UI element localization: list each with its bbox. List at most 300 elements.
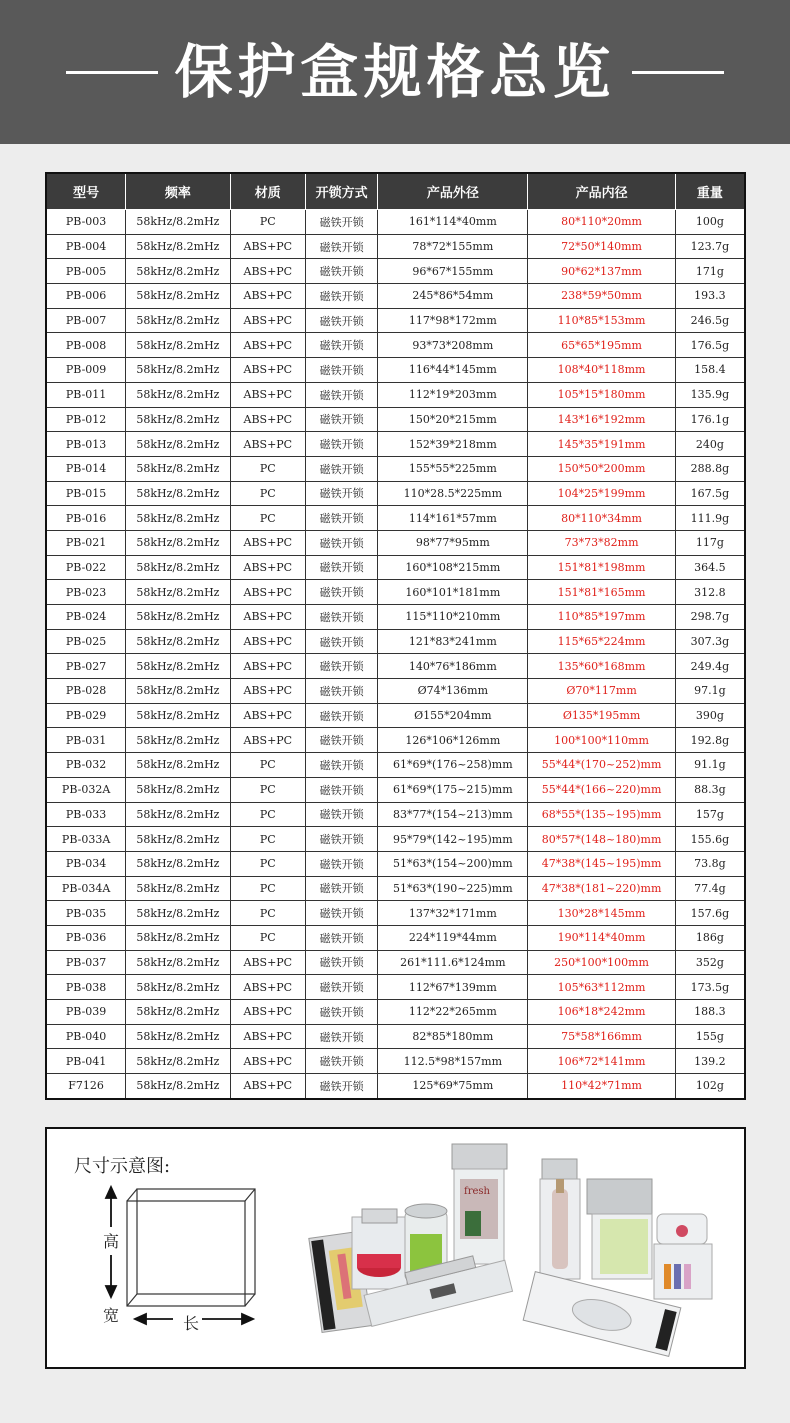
table-body [46,210,745,1099]
cell-model: PB-032A [46,777,126,802]
cell-frequency: 58kHz/8.2mHz [126,925,230,950]
table-row [46,358,745,383]
cell-inner-size: 55*44*(166~220)mm [528,777,675,802]
cell-model: PB-006 [46,284,126,309]
cell-unlock-method: 磁铁开锁 [305,901,377,926]
cell-unlock-method: 磁铁开锁 [305,1000,377,1025]
cell-weight: 73.8g [675,851,745,876]
cell-weight: 176.1g [675,407,745,432]
cell-inner-size: Ø70*117mm [528,679,675,704]
table-row [46,432,745,457]
cell-inner-size: 145*35*191mm [528,432,675,457]
cell-outer-size: 140*76*186mm [378,654,528,679]
cell-model: PB-008 [46,333,126,358]
cell-unlock-method: 磁铁开锁 [305,753,377,778]
cell-frequency: 58kHz/8.2mHz [126,259,230,284]
cell-outer-size: 96*67*155mm [378,259,528,284]
cell-material: ABS+PC [230,432,305,457]
cell-weight: 193.3 [675,284,745,309]
cell-material: PC [230,210,305,235]
cell-unlock-method: 磁铁开锁 [305,1074,377,1099]
cell-weight: 123.7g [675,234,745,259]
table-row [46,654,745,679]
cell-material: ABS+PC [230,358,305,383]
table-row [46,851,745,876]
cell-inner-size: 72*50*140mm [528,234,675,259]
sketch-back-face [127,1201,245,1306]
product-perfume-box [452,1144,507,1264]
cell-material: ABS+PC [230,654,305,679]
cell-inner-size: 90*62*137mm [528,259,675,284]
cell-material: ABS+PC [230,703,305,728]
cell-model: PB-033A [46,827,126,852]
cell-model: PB-035 [46,901,126,926]
table-row [46,950,745,975]
cell-model: PB-041 [46,1049,126,1074]
table-row [46,284,745,309]
cell-inner-size: 47*38*(145~195)mm [528,851,675,876]
table-row [46,679,745,704]
cell-weight: 155.6g [675,827,745,852]
cell-frequency: 58kHz/8.2mHz [126,1074,230,1099]
cell-outer-size: 78*72*155mm [378,234,528,259]
cell-unlock-method: 磁铁开锁 [305,851,377,876]
cell-outer-size: 82*85*180mm [378,1024,528,1049]
cell-frequency: 58kHz/8.2mHz [126,481,230,506]
cell-unlock-method: 磁铁开锁 [305,1024,377,1049]
cell-weight: 111.9g [675,506,745,531]
cell-outer-size: 150*20*215mm [378,407,528,432]
cell-inner-size: 73*73*82mm [528,530,675,555]
cell-weight: 298.7g [675,605,745,630]
cell-unlock-method: 磁铁开锁 [305,975,377,1000]
cell-unlock-method: 磁铁开锁 [305,777,377,802]
cell-weight: 186g [675,925,745,950]
cell-model: F7126 [46,1074,126,1099]
cell-inner-size: 47*38*(181~220)mm [528,876,675,901]
cell-model: PB-003 [46,210,126,235]
table-row [46,234,745,259]
cell-inner-size: 238*59*50mm [528,284,675,309]
cell-frequency: 58kHz/8.2mHz [126,308,230,333]
cell-model: PB-038 [46,975,126,1000]
cell-outer-size: 125*69*75mm [378,1074,528,1099]
cell-weight: 188.3 [675,1000,745,1025]
cell-frequency: 58kHz/8.2mHz [126,901,230,926]
cell-frequency: 58kHz/8.2mHz [126,382,230,407]
column-header-weight: 重量 [675,173,745,210]
cell-material: ABS+PC [230,555,305,580]
cell-unlock-method: 磁铁开锁 [305,728,377,753]
title-banner [0,0,790,144]
cell-weight: 88.3g [675,777,745,802]
cell-outer-size: 83*77*(154~213)mm [378,802,528,827]
cell-weight: 173.5g [675,975,745,1000]
cell-outer-size: 61*69*(175~215)mm [378,777,528,802]
table-row [46,456,745,481]
cell-material: PC [230,901,305,926]
column-header-inner-size: 产品内径 [528,173,675,210]
cell-weight: 157g [675,802,745,827]
cell-material: ABS+PC [230,580,305,605]
cell-unlock-method: 磁铁开锁 [305,284,377,309]
cell-unlock-method: 磁铁开锁 [305,358,377,383]
cell-model: PB-033 [46,802,126,827]
cell-unlock-method: 磁铁开锁 [305,530,377,555]
cell-model: PB-007 [46,308,126,333]
cell-outer-size: 98*77*95mm [378,530,528,555]
table-row [46,555,745,580]
cell-outer-size: 117*98*172mm [378,308,528,333]
cell-material: PC [230,925,305,950]
cell-outer-size: 160*108*215mm [378,555,528,580]
cell-inner-size: 151*81*198mm [528,555,675,580]
cell-material: ABS+PC [230,382,305,407]
cell-model: PB-021 [46,530,126,555]
cell-unlock-method: 磁铁开锁 [305,925,377,950]
product-green-box [587,1179,652,1279]
cell-frequency: 58kHz/8.2mHz [126,679,230,704]
cell-inner-size: 190*114*40mm [528,925,675,950]
cell-frequency: 58kHz/8.2mHz [126,210,230,235]
box-dimension-sketch [47,1129,307,1367]
cell-inner-size: 115*65*224mm [528,629,675,654]
cell-frequency: 58kHz/8.2mHz [126,333,230,358]
cell-outer-size: 160*101*181mm [378,580,528,605]
cell-model: PB-040 [46,1024,126,1049]
cell-material: PC [230,851,305,876]
cell-weight: 307.3g [675,629,745,654]
cell-weight: 240g [675,432,745,457]
cell-model: PB-015 [46,481,126,506]
cell-weight: 288.8g [675,456,745,481]
cell-material: ABS+PC [230,950,305,975]
cell-outer-size: 114*161*57mm [378,506,528,531]
cell-frequency: 58kHz/8.2mHz [126,753,230,778]
cell-weight: 352g [675,950,745,975]
cell-outer-size: 112.5*98*157mm [378,1049,528,1074]
cell-weight: 139.2 [675,1049,745,1074]
cell-outer-size: 121*83*241mm [378,629,528,654]
cell-material: ABS+PC [230,679,305,704]
cell-material: ABS+PC [230,975,305,1000]
cell-model: PB-034 [46,851,126,876]
table-row [46,382,745,407]
cell-material: ABS+PC [230,333,305,358]
cell-inner-size: 105*63*112mm [528,975,675,1000]
cell-weight: 77.4g [675,876,745,901]
cell-inner-size: 151*81*165mm [528,580,675,605]
table-row [46,308,745,333]
cell-inner-size: 55*44*(170~252)mm [528,753,675,778]
cell-weight: 97.1g [675,679,745,704]
width-label: 宽 [103,1306,120,1325]
column-header-model: 型号 [46,173,126,210]
cell-outer-size: 95*79*(142~195)mm [378,827,528,852]
cell-outer-size: 112*22*265mm [378,1000,528,1025]
cell-weight: 158.4 [675,358,745,383]
cell-inner-size: 110*85*153mm [528,308,675,333]
table-row [46,901,745,926]
cell-inner-size: 80*57*(148~180)mm [528,827,675,852]
cell-outer-size: Ø155*204mm [378,703,528,728]
cell-unlock-method: 磁铁开锁 [305,580,377,605]
cell-model: PB-034A [46,876,126,901]
table-row [46,530,745,555]
cell-unlock-method: 磁铁开锁 [305,679,377,704]
cell-unlock-method: 磁铁开锁 [305,1049,377,1074]
cell-frequency: 58kHz/8.2mHz [126,530,230,555]
cell-material: ABS+PC [230,234,305,259]
cell-inner-size: 100*100*110mm [528,728,675,753]
cell-frequency: 58kHz/8.2mHz [126,555,230,580]
cell-material: PC [230,827,305,852]
cell-unlock-method: 磁铁开锁 [305,456,377,481]
cell-weight: 390g [675,703,745,728]
cell-frequency: 58kHz/8.2mHz [126,1049,230,1074]
cell-model: PB-027 [46,654,126,679]
cell-material: PC [230,753,305,778]
length-label: 长 [183,1314,200,1333]
table-row [46,259,745,284]
table-row [46,1074,745,1099]
table-row [46,1049,745,1074]
cell-material: ABS+PC [230,308,305,333]
cell-outer-size: 137*32*171mm [378,901,528,926]
cell-weight: 91.1g [675,753,745,778]
column-header-unlock: 开锁方式 [305,173,377,210]
cell-weight: 157.6g [675,901,745,926]
cell-frequency: 58kHz/8.2mHz [126,654,230,679]
table-row [46,777,745,802]
diagram-title: 尺寸示意图: [74,1156,171,1177]
cell-weight: 100g [675,210,745,235]
cell-inner-size: 135*60*168mm [528,654,675,679]
cell-weight: 102g [675,1074,745,1099]
cell-model: PB-009 [46,358,126,383]
cell-frequency: 58kHz/8.2mHz [126,629,230,654]
cell-weight: 312.8 [675,580,745,605]
cell-unlock-method: 磁铁开锁 [305,407,377,432]
cell-weight: 364.5 [675,555,745,580]
height-label: 高 [103,1232,120,1251]
cell-model: PB-014 [46,456,126,481]
cell-frequency: 58kHz/8.2mHz [126,777,230,802]
cell-frequency: 58kHz/8.2mHz [126,1000,230,1025]
cell-inner-size: 150*50*200mm [528,456,675,481]
cell-weight: 117g [675,530,745,555]
column-header-outer-size: 产品外径 [378,173,528,210]
cell-unlock-method: 磁铁开锁 [305,827,377,852]
cell-frequency: 58kHz/8.2mHz [126,1024,230,1049]
cell-model: PB-031 [46,728,126,753]
cell-material: ABS+PC [230,629,305,654]
banner-right-rule [632,71,724,74]
cell-inner-size: 80*110*20mm [528,210,675,235]
cell-material: ABS+PC [230,407,305,432]
cell-outer-size: 155*55*225mm [378,456,528,481]
cell-unlock-method: 磁铁开锁 [305,210,377,235]
cell-inner-size: 104*25*199mm [528,481,675,506]
table-row [46,728,745,753]
cell-outer-size: 110*28.5*225mm [378,481,528,506]
cell-outer-size: 51*63*(154~200)mm [378,851,528,876]
cell-model: PB-011 [46,382,126,407]
cell-frequency: 58kHz/8.2mHz [126,432,230,457]
table-row [46,802,745,827]
cell-inner-size: 80*110*34mm [528,506,675,531]
cell-unlock-method: 磁铁开锁 [305,876,377,901]
table-row [46,975,745,1000]
table-row [46,580,745,605]
table-row [46,827,745,852]
table-row [46,407,745,432]
cell-material: ABS+PC [230,284,305,309]
cell-weight: 155g [675,1024,745,1049]
column-header-material: 材质 [230,173,305,210]
cell-frequency: 58kHz/8.2mHz [126,876,230,901]
cell-frequency: 58kHz/8.2mHz [126,975,230,1000]
table-row [46,876,745,901]
cell-inner-size: 143*16*192mm [528,407,675,432]
cell-frequency: 58kHz/8.2mHz [126,358,230,383]
fresh-label: fresh [464,1186,490,1197]
dimension-diagram-panel [45,1127,746,1369]
cell-unlock-method: 磁铁开锁 [305,506,377,531]
cell-material: ABS+PC [230,728,305,753]
cell-unlock-method: 磁铁开锁 [305,703,377,728]
cell-unlock-method: 磁铁开锁 [305,308,377,333]
cell-outer-size: 61*69*(176~258)mm [378,753,528,778]
cell-model: PB-023 [46,580,126,605]
cell-weight: 246.5g [675,308,745,333]
product-photo [302,1139,732,1359]
cell-frequency: 58kHz/8.2mHz [126,851,230,876]
cell-material: PC [230,777,305,802]
cell-outer-size: 261*111.6*124mm [378,950,528,975]
cell-inner-size: 65*65*195mm [528,333,675,358]
cell-material: PC [230,456,305,481]
cell-unlock-method: 磁铁开锁 [305,802,377,827]
cell-inner-size: 105*15*180mm [528,382,675,407]
cell-model: PB-032 [46,753,126,778]
cell-frequency: 58kHz/8.2mHz [126,580,230,605]
table-row [46,1000,745,1025]
table-row [46,703,745,728]
table-row [46,925,745,950]
cell-outer-size: 245*86*54mm [378,284,528,309]
cell-unlock-method: 磁铁开锁 [305,654,377,679]
table-row [46,333,745,358]
cell-frequency: 58kHz/8.2mHz [126,506,230,531]
cell-frequency: 58kHz/8.2mHz [126,827,230,852]
cell-weight: 171g [675,259,745,284]
cell-material: PC [230,876,305,901]
spec-table [45,172,746,1100]
cell-frequency: 58kHz/8.2mHz [126,950,230,975]
cell-material: PC [230,802,305,827]
cell-model: PB-037 [46,950,126,975]
cell-model: PB-016 [46,506,126,531]
page-title: 保护盒规格总览 [174,38,616,106]
column-header-frequency: 频率 [126,173,230,210]
cell-outer-size: 93*73*208mm [378,333,528,358]
cell-outer-size: 51*63*(190~225)mm [378,876,528,901]
cell-inner-size: 250*100*100mm [528,950,675,975]
table-row [46,506,745,531]
cell-inner-size: 110*42*71mm [528,1074,675,1099]
cell-material: ABS+PC [230,1074,305,1099]
cell-unlock-method: 磁铁开锁 [305,629,377,654]
cell-inner-size: 110*85*197mm [528,605,675,630]
cell-frequency: 58kHz/8.2mHz [126,802,230,827]
cell-material: ABS+PC [230,1024,305,1049]
cell-outer-size: 126*106*126mm [378,728,528,753]
cell-material: PC [230,481,305,506]
cell-frequency: 58kHz/8.2mHz [126,407,230,432]
table-row [46,629,745,654]
cell-inner-size: 68*55*(135~195)mm [528,802,675,827]
cell-inner-size: Ø135*195mm [528,703,675,728]
cell-material: ABS+PC [230,259,305,284]
table-header-row [46,173,745,210]
product-tube-box [540,1159,580,1279]
cell-frequency: 58kHz/8.2mHz [126,234,230,259]
cell-frequency: 58kHz/8.2mHz [126,728,230,753]
table-row [46,753,745,778]
cell-weight: 167.5g [675,481,745,506]
cell-unlock-method: 磁铁开锁 [305,605,377,630]
cell-model: PB-039 [46,1000,126,1025]
cell-outer-size: 152*39*218mm [378,432,528,457]
cell-model: PB-025 [46,629,126,654]
cell-model: PB-022 [46,555,126,580]
cell-outer-size: 116*44*145mm [378,358,528,383]
product-box-jar [352,1209,407,1289]
cell-unlock-method: 磁铁开锁 [305,950,377,975]
cell-model: PB-029 [46,703,126,728]
cell-frequency: 58kHz/8.2mHz [126,456,230,481]
cell-model: PB-004 [46,234,126,259]
cell-outer-size: 161*114*40mm [378,210,528,235]
cell-unlock-method: 磁铁开锁 [305,382,377,407]
cell-model: PB-005 [46,259,126,284]
cell-unlock-method: 磁铁开锁 [305,259,377,284]
cell-model: PB-028 [46,679,126,704]
table-row [46,481,745,506]
cell-outer-size: 224*119*44mm [378,925,528,950]
cell-inner-size: 106*72*141mm [528,1049,675,1074]
cell-model: PB-012 [46,407,126,432]
cell-outer-size: Ø74*136mm [378,679,528,704]
cell-material: ABS+PC [230,605,305,630]
cell-outer-size: 112*67*139mm [378,975,528,1000]
table-row [46,605,745,630]
cell-material: ABS+PC [230,1000,305,1025]
cell-unlock-method: 磁铁开锁 [305,234,377,259]
cell-unlock-method: 磁铁开锁 [305,333,377,358]
cell-weight: 176.5g [675,333,745,358]
cell-weight: 135.9g [675,382,745,407]
sketch-front-face [137,1189,255,1294]
cell-outer-size: 112*19*203mm [378,382,528,407]
table-row [46,210,745,235]
table-row [46,1024,745,1049]
cell-weight: 192.8g [675,728,745,753]
product-battery-box [654,1214,712,1299]
cell-unlock-method: 磁铁开锁 [305,432,377,457]
cell-frequency: 58kHz/8.2mHz [126,703,230,728]
